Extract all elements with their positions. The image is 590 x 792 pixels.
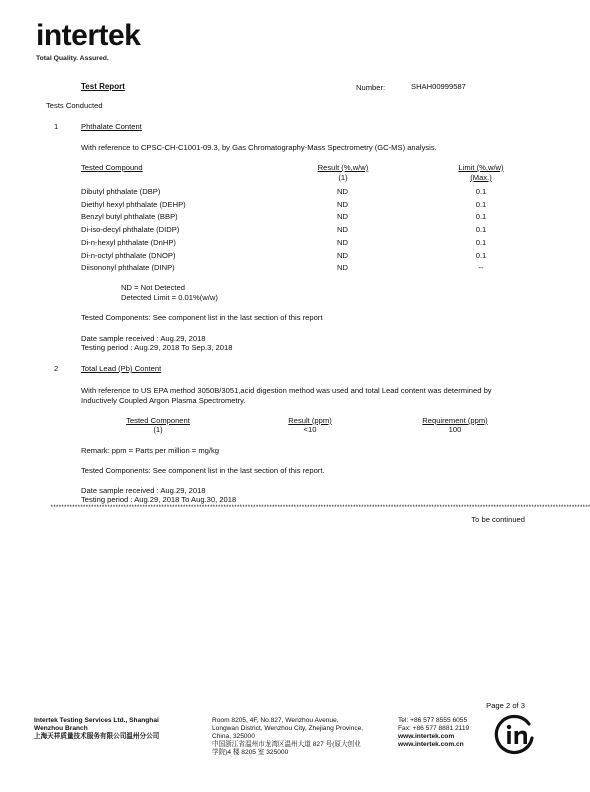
- col-result-sub: (1): [338, 173, 348, 182]
- section2-date-received: Date sample received : Aug.29, 2018: [81, 486, 206, 495]
- col-requirement-ppm: Requirement (ppm): [422, 416, 488, 425]
- phthalate-result: ND: [337, 250, 348, 260]
- phthalate-compound-name: Dibutyl phthalate (DBP): [81, 187, 161, 196]
- phthalate-compound-name: Diisononyl phthalate (DINP): [81, 263, 175, 273]
- note-not-detected: ND = Not Detected: [121, 283, 185, 292]
- footer-company-branch: Wenzhou Branch: [34, 725, 88, 732]
- section1-date-received: Date sample received : Aug.29, 2018: [81, 334, 206, 343]
- phthalate-compound-name: Di-n-hexyl phthalate (DnHP): [81, 237, 176, 247]
- number-label: Number:: [356, 83, 386, 92]
- footer-fax: Fax: +86 577 8881 2119: [398, 725, 470, 732]
- phthalate-limit: 0.1: [475, 187, 487, 196]
- section1-tested-components: Tested Components: See component list in the last section of this report: [81, 313, 323, 322]
- section1-reference: With reference to CPSC-CH-C1001-09.3, by Gas Chromatography-Mass Spectrometry (GC-MS) analysis.: [81, 143, 437, 152]
- intertek-in-badge-icon: [494, 714, 536, 756]
- phthalate-limit: 0.1: [475, 199, 487, 209]
- intertek-logo: intertek: [36, 19, 141, 52]
- phthalate-compound-name: Benzyl butyl phthalate (BBP): [81, 212, 178, 222]
- phthalate-limit: 0.1: [475, 250, 487, 260]
- footer-company-name: Intertek Testing Services Ltd., Shanghai: [34, 717, 159, 724]
- section2-testing-period: Testing period : Aug.29, 2018 To Aug.30, 2018: [81, 495, 237, 504]
- phthalate-compound-name: Di-iso-decyl phthalate (DIDP): [81, 225, 180, 235]
- section2-reference-line2: Inductively Coupled Argon Plasma Spectrometry.: [81, 396, 246, 405]
- col-tested-component: Tested Component: [126, 416, 190, 425]
- col-limit: Limit (%,w/w): [458, 163, 504, 172]
- section2-number: 2: [54, 364, 59, 373]
- phthalate-limit: --: [478, 263, 484, 273]
- footer-address-line2: Longwan District, Wenzhou City, Zhejiang Province,: [212, 725, 364, 732]
- tests-conducted-heading: Tests Conducted: [46, 101, 103, 110]
- col-result-ppm: Result (ppm): [288, 416, 332, 425]
- phthalate-result: ND: [337, 263, 348, 273]
- phthalate-compound-name: Diethyl hexyl phthalate (DEHP): [81, 199, 186, 209]
- section1-number: 1: [54, 122, 59, 131]
- footer-company-chinese: 上海天祥质量技术服务有限公司温州分公司: [34, 733, 160, 740]
- report-number: SHAH00999587: [411, 82, 466, 91]
- section2-remark: Remark: ppm = Parts per million = mg/kg: [81, 446, 220, 455]
- footer-website: www.intertek.com: [398, 733, 455, 740]
- lead-component-value: (1): [153, 425, 163, 434]
- footer-tel: Tel: +86 577 8555 6055: [398, 717, 468, 724]
- section1-testing-period: Testing period : Aug.29, 2018 To Sep.3, 2018: [81, 343, 233, 352]
- footer-address-line3: China, 325000: [212, 733, 255, 740]
- page-number: Page 2 of 3: [486, 701, 525, 710]
- to-be-continued: To be continued: [471, 515, 525, 524]
- phthalate-result: ND: [337, 199, 348, 209]
- phthalate-limit: 0.1: [475, 225, 487, 235]
- phthalate-compound-name: Di-n-octyl phthalate (DNOP): [81, 250, 176, 260]
- footer-address-chinese2: 学院)4 楼 8205 室 325000: [212, 749, 289, 756]
- footer-address-line1: Room 8205, 4F, No.827, Wenzhou Avenue,: [212, 717, 339, 724]
- note-detected-limit: Detected Limit = 0.01%(w/w): [121, 293, 218, 302]
- col-result-percent: Result (%,w/w): [317, 163, 369, 172]
- phthalate-result: ND: [337, 225, 348, 235]
- section2-title: Total Lead (Pb) Content: [81, 364, 162, 373]
- phthalate-result: ND: [337, 187, 348, 196]
- footer-website-cn: www.intertek.com.cn: [398, 741, 464, 748]
- lead-requirement-value: 100: [448, 425, 462, 434]
- lead-result-value: <10: [303, 425, 317, 434]
- report-title: Test Report: [81, 82, 125, 91]
- phthalate-result: ND: [337, 237, 348, 247]
- col-limit-sub: (Max.): [470, 173, 492, 182]
- col-tested-compound: Tested Compound: [81, 163, 143, 172]
- asterisk-divider: ********************************************************************************************************************************************************************************************************: [50, 504, 590, 511]
- logo-tagline: Total Quality. Assured.: [36, 55, 109, 62]
- phthalate-result: ND: [337, 212, 348, 222]
- section2-reference-line1: With reference to US EPA method 3050B/3051,acid digestion method was used and total Lead content was determined by: [81, 386, 492, 395]
- footer-address-chinese1: 中国浙江省温州市龙湾区温州大道 827 号(原大创业: [212, 741, 361, 748]
- phthalate-limit: 0.1: [475, 237, 487, 247]
- phthalate-limit: 0.1: [475, 212, 487, 222]
- section1-title: Phthalate Content: [81, 122, 142, 131]
- section2-tested-components: Tested Components: See component list in the last section of this report.: [81, 466, 325, 475]
